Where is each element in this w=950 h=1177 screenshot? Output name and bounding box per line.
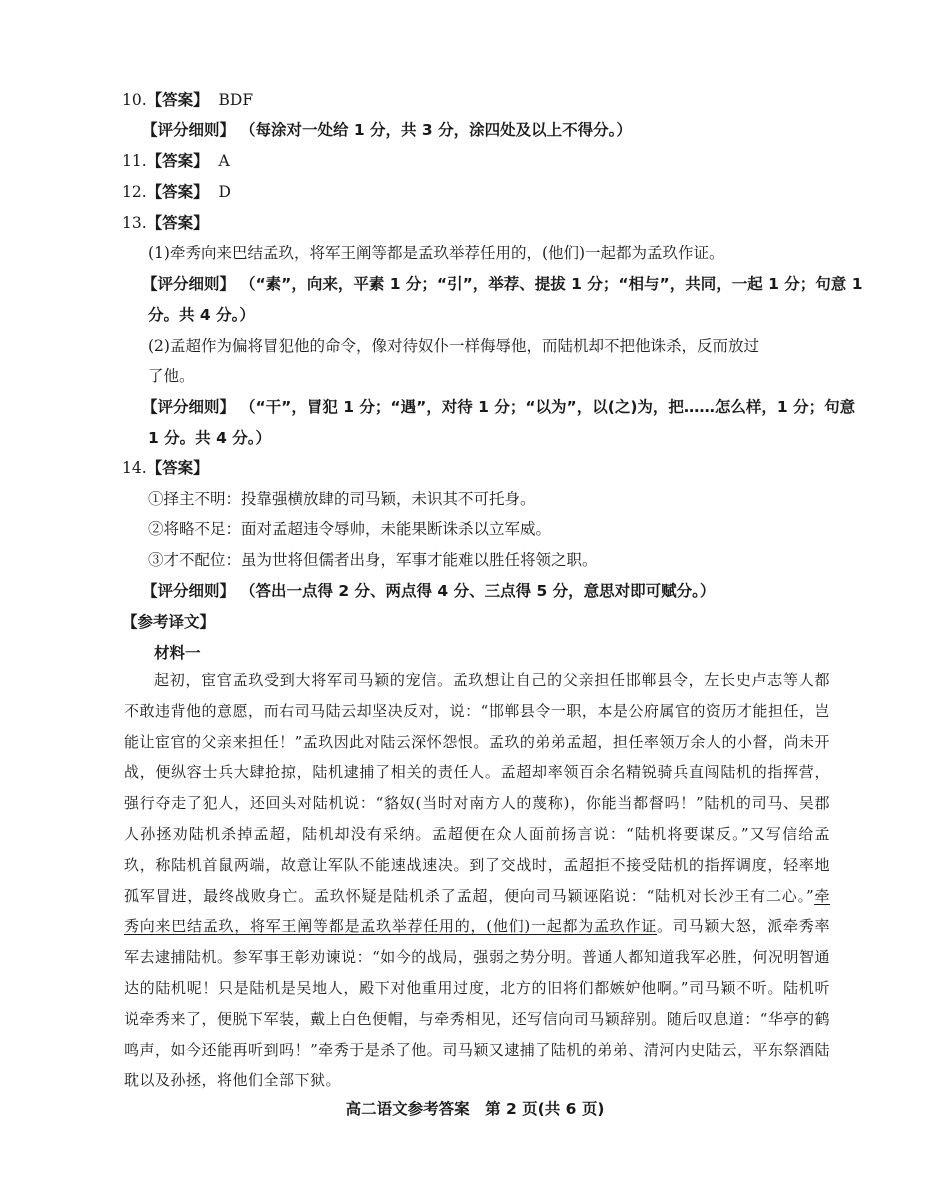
q10-rule: （每涂对一处给 1 分，共 3 分，涂四处及以上不得分。） — [239, 121, 632, 139]
q14-number: 14. — [122, 459, 147, 477]
q14-rule: （答出一点得 2 分、两点得 4 分、三点得 5 分，意思对即可赋分。） — [239, 582, 716, 600]
q12-answer: D — [218, 183, 231, 201]
q13-rule-2-cont: 1 分。共 4 分。） — [148, 429, 272, 447]
q12-answer-tag: 【答案】 — [146, 183, 209, 201]
q14-point-2: ②将略不足：面对孟超违令辱帅，未能果断诛杀以立军威。 — [148, 520, 552, 538]
q14-answer-tag: 【答案】 — [146, 459, 209, 477]
q14-line — [122, 457, 209, 479]
q13-rule-2-line — [142, 396, 855, 418]
q10-number: 10. — [122, 91, 147, 109]
q11-number: 11. — [122, 152, 147, 170]
q11-answer: A — [218, 152, 230, 170]
q10-line — [122, 89, 253, 111]
q11-answer-tag: 【答案】 — [146, 152, 209, 170]
translation-heading: 【参考译文】 — [122, 613, 216, 631]
q13-rule-2-text: （“干”，冒犯 1 分；“遇”，对待 1 分；“以为”，以(之)为，把……怎么样，1 分；句意 — [239, 398, 856, 416]
q14-rule-tag: 【评分细则】 — [142, 582, 236, 600]
q13-number: 13. — [122, 214, 147, 232]
q13-rule-1-cont: 分。共 4 分。） — [148, 306, 255, 324]
q12-number: 12. — [122, 183, 147, 201]
q13-answer-2: (2)孟超作为偏将冒犯他的命令，像对待奴仆一样侮辱他，而陆机却不把他诛杀，反而放过 — [148, 337, 759, 355]
translation-paragraph — [124, 665, 830, 1096]
q13-answer-tag: 【答案】 — [146, 214, 209, 232]
q13-rule-1-tag: 【评分细则】 — [142, 275, 236, 293]
translation-subheading: 材料一 — [154, 644, 201, 662]
q12-line — [122, 181, 231, 203]
page-footer: 高二语文参考答案 第 2 页(共 6 页) — [345, 1100, 605, 1118]
q13-answer-2-cont: 了他。 — [148, 367, 195, 385]
translation-text-2: 。司马颖大怒，派牵秀率军去逮捕陆机。参军事王彰劝谏说：“如今的战局，强弱之势分明。普通人都知道我军必胜，何况明智通达的陆机呢！只是陆机是吴地人，殿下对他重用过度，北方的旧将们都嫉妒他啊。”司马颖不听。陆机听说牵秀来了，便脱下军装，戴上白色便帽，与牵秀相见，还写信向司马颖辞别。随后叹息道：“华亭的鹤鸣声，如今还能再听到吗！”牵秀于是杀了他。司马颖又逮捕了陆机的弟弟、清河内史陆云，平东祭酒陆耽以及孙拯，将他们全部下狱。 — [124, 917, 830, 1090]
q13-rule-2-tag: 【评分细则】 — [142, 398, 236, 416]
q10-answer-tag: 【答案】 — [146, 91, 209, 109]
translation-body — [124, 665, 830, 1096]
q13-line — [122, 212, 209, 234]
q13-rule-1-text: （“素”，向来，平素 1 分；“引”，举荐、提拔 1 分；“相与”，共同，一起 1 分；句意 1 — [239, 275, 863, 293]
q11-line — [122, 150, 230, 172]
q10-answer: BDF — [218, 91, 254, 109]
q13-rule-1-line — [142, 273, 863, 295]
q13-answer-1: (1)牵秀向来巴结孟玖，将军王阐等都是孟玖举荐任用的，(他们)一起都为孟玖作证。 — [148, 244, 725, 262]
q14-point-3: ③才不配位：虽为世将但儒者出身，军事才能难以胜任将领之职。 — [148, 551, 598, 569]
translation-text-1: 起初，宦官孟玖受到大将军司马颖的宠信。孟玖想让自己的父亲担任邯郸县令，左长史卢志等人都不敢违背他的意愿，而右司马陆云却坚决反对，说：“邯郸县令一职，本是公府属官的资历才能担任，岂能让宦官的父亲来担任！”孟玖因此对陆云深怀怨恨。孟玖的弟弟孟超，担任率领万余人的小督，尚未开战，便纵容士兵大肆抢掠，陆机逮捕了相关的责任人。孟超却率领百余名精锐骑兵直闯陆机的指挥营，强行夺走了犯人，还回头对陆机说：“貉奴(当时对南方人的蔑称)，你能当都督吗！”陆机的司马、吴郡人孙拯劝陆机杀掉孟超，陆机却没有采纳。孟超便在众人面前扬言说：“陆机将要谋反。”又写信给孟玖，称陆机首鼠两端，故意让军队不能速战速决。到了交战时，孟超拒不接受陆机的指挥调度，轻率地孤军冒进，最终战败身亡。孟玖怀疑是陆机杀了孟超，便向司马颖诬陷说：“陆机对长沙王有二心。” — [124, 671, 830, 905]
translation-underlined: 牵秀向来巴结孟玖，将军王阐等都是孟玖举荐任用的，(他们)一起都为孟玖作证 — [124, 886, 830, 936]
q14-point-1: ①择主不明：投靠强横放肆的司马颖，未识其不可托身。 — [148, 490, 536, 508]
q10-rule-tag: 【评分细则】 — [142, 121, 236, 139]
q14-rule-line — [142, 580, 715, 602]
q10-rule-line — [142, 119, 632, 141]
